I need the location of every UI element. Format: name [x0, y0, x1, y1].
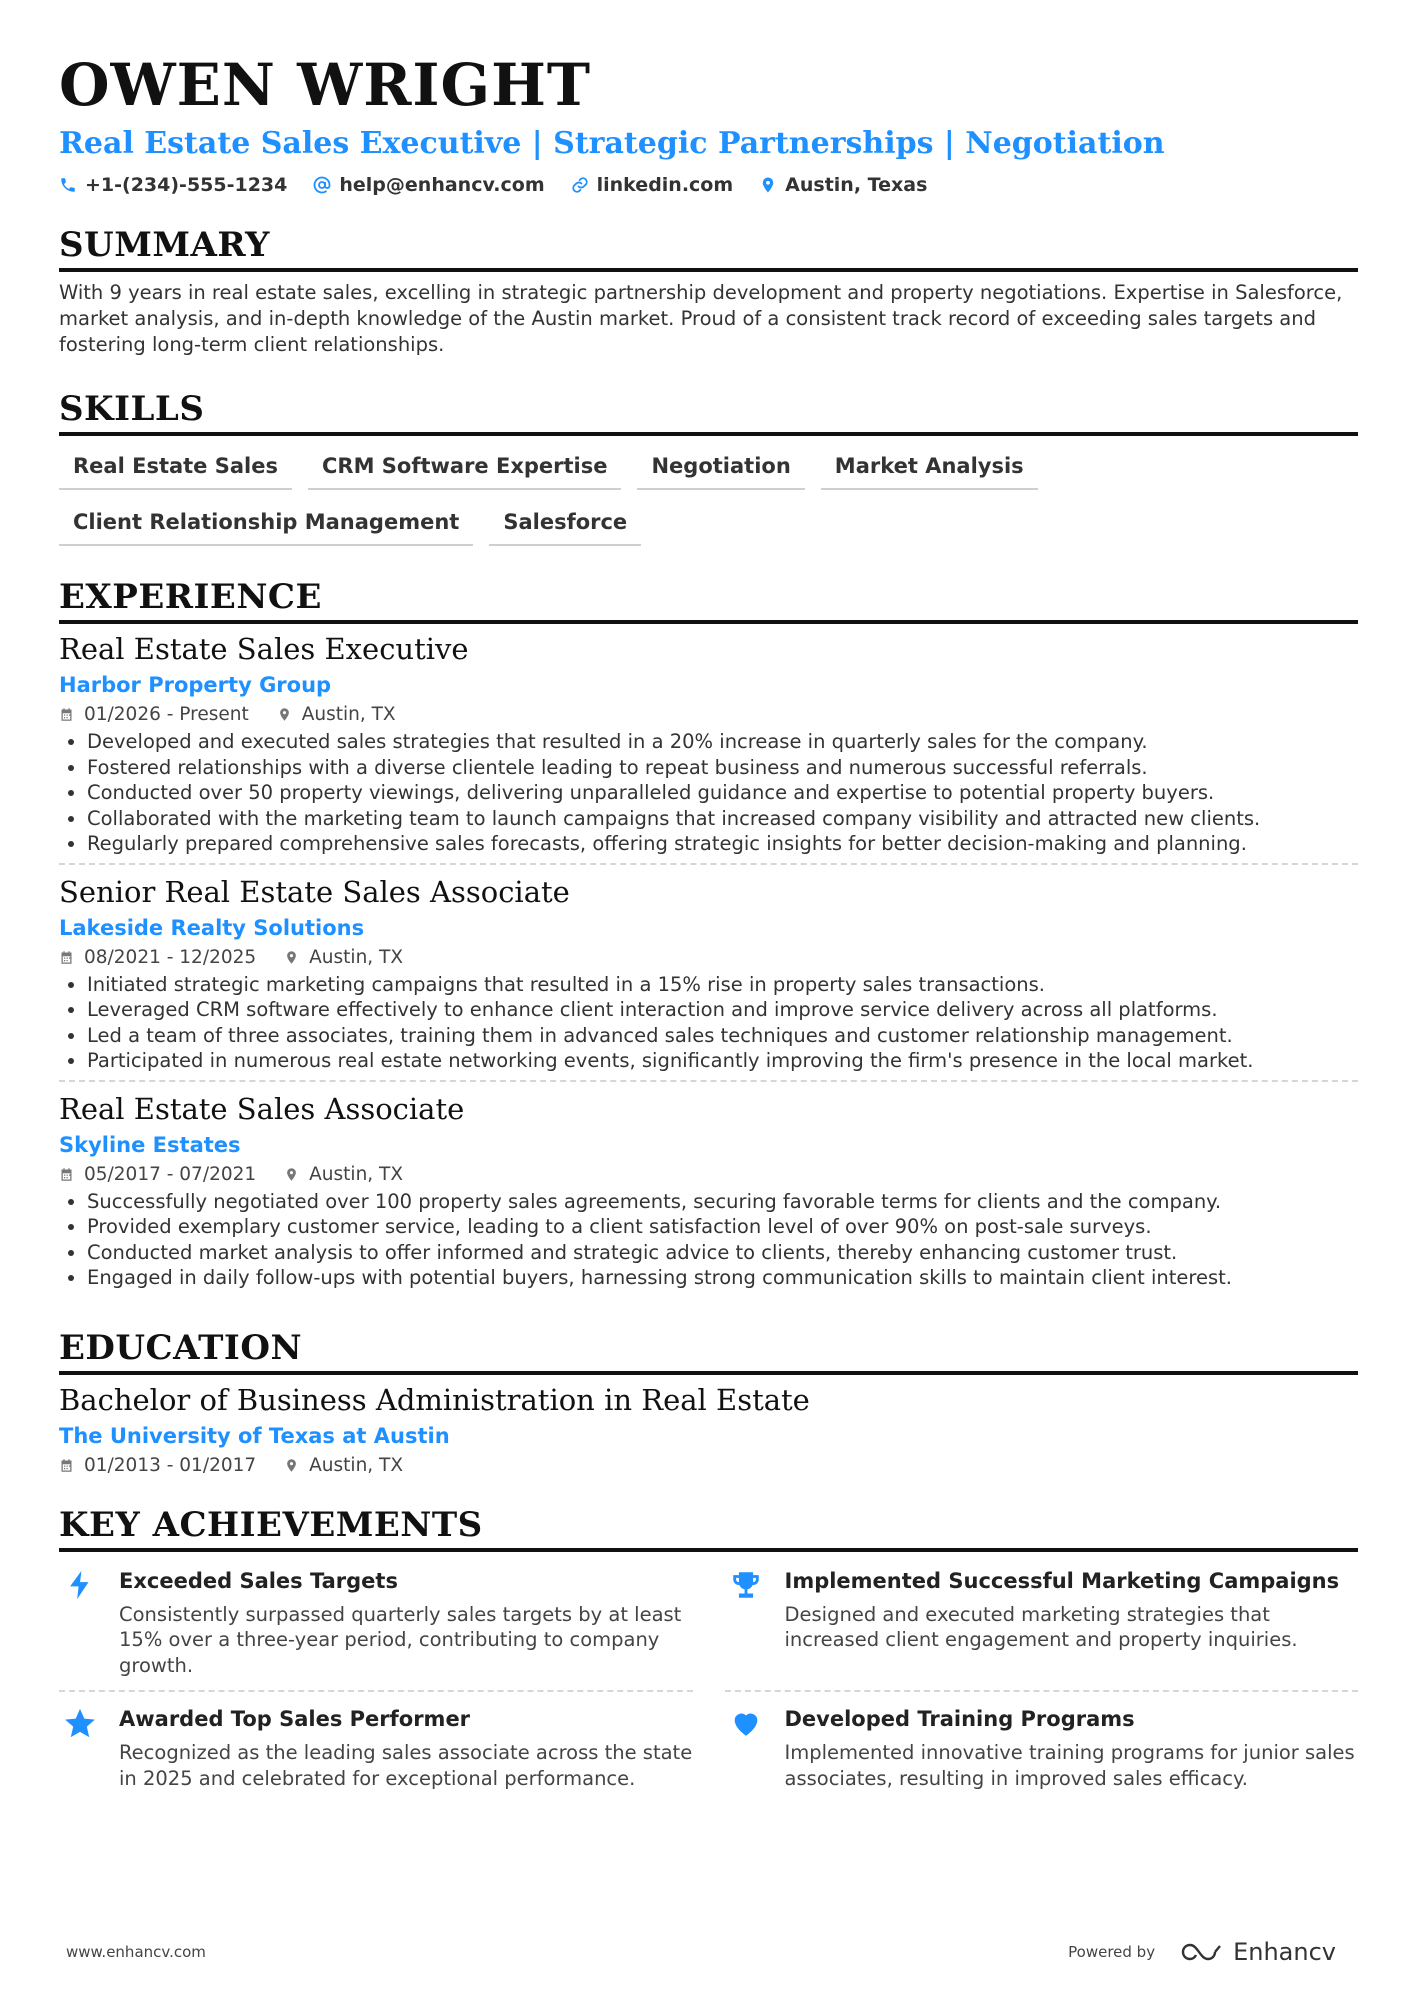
job-meta	[59, 704, 1358, 725]
summary-section	[59, 224, 1358, 358]
job-title: Senior Real Estate Sales Associate	[59, 874, 570, 909]
phone-icon	[59, 176, 77, 194]
skill-tag: CRM Software Expertise	[308, 450, 622, 490]
contact-location	[759, 174, 927, 196]
bullet-item: • Conducted market analysis to offer informed and strategic advice to clients, thereby enhancing customer trust.	[87, 1240, 1358, 1266]
powered-by	[1068, 1938, 1336, 1966]
achievement-title: Developed Training Programs	[784, 1707, 1135, 1731]
achievement-title: Implemented Successful Marketing Campaigns	[784, 1568, 1340, 1593]
bullet-item: • Successfully negotiated over 100 property sales agreements, securing favorable terms for clients and the company.	[87, 1189, 1358, 1215]
achievements-section	[59, 1504, 1358, 1804]
skill-tag: Salesforce	[489, 506, 641, 546]
skill-tag: Market Analysis	[821, 450, 1038, 490]
achievement-content	[785, 1566, 1359, 1679]
enhancv-logo-icon	[1179, 1940, 1225, 1964]
achievement-item	[59, 1690, 693, 1803]
bullet-item: • Fostered relationships with a diverse clientele leading to repeat business and numerous successful referrals.	[87, 755, 1358, 781]
company-name: Lakeside Realty Solutions	[59, 915, 365, 940]
job-entry	[59, 630, 1358, 863]
achievement-item	[59, 1564, 693, 1691]
bullet-item: • Leveraged CRM software effectively to enhance client interaction and improve service delivery across all platforms.	[87, 997, 1358, 1023]
job-bullets	[59, 1189, 1358, 1291]
bullet-item: • Regularly prepared comprehensive sales forecasts, offering strategic insights for better decision-making and planning.	[87, 831, 1358, 857]
achievement-icon-wrap	[59, 1566, 101, 1679]
contact-phone[interactable]	[59, 174, 287, 196]
calendar-icon	[59, 950, 74, 965]
trophy-icon	[729, 1568, 763, 1602]
achievement-item	[725, 1690, 1359, 1803]
skill-tag: Negotiation	[637, 450, 804, 490]
achievement-desc: Recognized as the leading sales associate across the state in 2025 and celebrated for exceptional performance.	[119, 1741, 693, 1790]
job-bullets	[59, 972, 1358, 1074]
linkedin-text: linkedin.com	[596, 174, 734, 196]
bullet-item: • Participated in numerous real estate networking events, significantly improving the firm's presence in the local market.	[87, 1048, 1358, 1074]
map-pin-icon	[284, 1458, 299, 1473]
experience-section	[59, 576, 1358, 1297]
education-location	[284, 1455, 403, 1476]
job-location-text: Austin, TX	[301, 704, 396, 725]
headline: Real Estate Sales Executive | Strategic Partnerships | Negotiation	[59, 126, 1165, 161]
degree-title: Bachelor of Business Administration in Real Estate	[59, 1382, 810, 1417]
powered-by-label: Powered by	[1068, 1943, 1156, 1961]
section-title-summary: SUMMARY	[59, 224, 1358, 272]
calendar-icon	[59, 1167, 74, 1182]
achievements-grid	[59, 1564, 1358, 1804]
link-icon	[571, 176, 589, 194]
map-pin-icon	[277, 707, 292, 722]
skills-section	[59, 388, 1358, 546]
job-location-text: Austin, TX	[309, 946, 404, 968]
company-name: Harbor Property Group	[59, 673, 332, 697]
resume-page	[59, 50, 1358, 1803]
email-text: help@enhancv.com	[339, 174, 545, 196]
job-location	[277, 704, 396, 725]
achievement-icon-wrap	[725, 1704, 767, 1791]
job-dates	[59, 704, 249, 725]
skill-tag: Real Estate Sales	[59, 450, 292, 490]
map-pin-icon	[759, 176, 777, 194]
job-meta	[59, 947, 1358, 968]
footer	[66, 1938, 1336, 1966]
job-title: Real Estate Sales Associate	[59, 1091, 465, 1126]
section-title-skills: SKILLS	[59, 388, 1358, 436]
map-pin-icon	[284, 1167, 299, 1182]
achievement-content	[785, 1704, 1359, 1791]
star-icon	[63, 1706, 97, 1740]
skill-tag: Client Relationship Management	[59, 506, 473, 546]
job-dates	[59, 1164, 256, 1185]
achievement-title: Exceeded Sales Targets	[119, 1568, 398, 1593]
bullet-item: • Provided exemplary customer service, leading to a client satisfaction level of over 90% on post-sale surveys.	[87, 1214, 1358, 1240]
achievement-desc: Designed and executed marketing strategies that increased client engagement and property inquiries.	[784, 1602, 1298, 1651]
phone-text: +1-(234)-555-1234	[85, 174, 288, 196]
brand-logo[interactable]	[1179, 1938, 1336, 1966]
bullet-item: • Initiated strategic marketing campaigns that resulted in a 15% rise in property sales transactions.	[87, 972, 1358, 998]
achievement-title: Awarded Top Sales Performer	[119, 1707, 471, 1731]
job-entry	[59, 1080, 1358, 1297]
section-title-achievements: KEY ACHIEVEMENTS	[59, 1504, 1358, 1552]
achievement-desc: Consistently surpassed quarterly sales targets by at least 15% over a three-year period, contributing to company growth.	[119, 1602, 682, 1677]
section-title-experience: EXPERIENCE	[59, 576, 1358, 624]
bullet-item: • Conducted over 50 property viewings, delivering unparalleled guidance and expertise to potential property buyers.	[87, 780, 1358, 806]
contact-email[interactable]	[313, 174, 544, 196]
bullet-item: • Led a team of three associates, training them in advanced sales techniques and customer relationship management.	[87, 1023, 1358, 1049]
lightning-bolt-icon	[63, 1568, 97, 1602]
calendar-icon	[59, 707, 74, 722]
company-name: Skyline Estates	[59, 1132, 241, 1157]
achievement-item	[725, 1564, 1359, 1691]
education-dates-text: 01/2013 - 01/2017	[84, 1454, 257, 1476]
job-entry	[59, 863, 1358, 1080]
summary-text: With 9 years in real estate sales, excelling in strategic partnership development and property negotiations. Expertise in Salesforce, market analysis, and in-depth knowledge of the Austin market. Proud of a consistent track record of exceeding sales targets and fostering long-term client relationships.	[59, 281, 1343, 356]
brand-name: Enhancv	[1233, 1938, 1336, 1966]
contact-linkedin[interactable]	[571, 174, 734, 196]
calendar-icon	[59, 1458, 74, 1473]
bullet-item: • Collaborated with the marketing team to launch campaigns that increased company visibility and attracted new clients.	[87, 806, 1358, 832]
contact-bar	[59, 174, 1358, 196]
achievement-desc: Implemented innovative training programs for junior sales associates, resulting in improved sales efficacy.	[784, 1741, 1355, 1790]
footer-website[interactable]: www.enhancv.com	[66, 1943, 206, 1961]
skills-list	[59, 450, 1059, 546]
job-location-text: Austin, TX	[309, 1163, 404, 1185]
achievement-icon-wrap	[725, 1566, 767, 1679]
bullet-item: • Developed and executed sales strategies that resulted in a 20% increase in quarterly sales for the company.	[87, 729, 1358, 755]
achievement-content	[119, 1704, 693, 1791]
heart-icon	[729, 1706, 763, 1740]
job-bullets	[59, 729, 1358, 857]
achievement-content	[119, 1566, 693, 1679]
location-text: Austin, Texas	[785, 174, 928, 196]
job-dates-text: 08/2021 - 12/2025	[84, 946, 257, 968]
achievement-icon-wrap	[59, 1704, 101, 1791]
job-meta	[59, 1164, 1358, 1185]
education-dates	[59, 1455, 256, 1476]
job-dates-text: 01/2026 - Present	[84, 704, 249, 725]
education-entry	[59, 1381, 1358, 1482]
candidate-name: OWEN WRIGHT	[59, 51, 592, 119]
education-location-text: Austin, TX	[309, 1454, 404, 1476]
job-dates	[59, 947, 256, 968]
bullet-item: • Engaged in daily follow-ups with potential buyers, harnessing strong communication skills to maintain client interest.	[87, 1265, 1358, 1291]
school-name: The University of Texas at Austin	[59, 1423, 450, 1448]
at-sign-icon	[313, 176, 331, 194]
job-location	[284, 1164, 403, 1185]
job-dates-text: 05/2017 - 07/2021	[84, 1163, 257, 1185]
education-meta	[59, 1455, 1358, 1476]
education-section	[59, 1327, 1358, 1482]
map-pin-icon	[284, 950, 299, 965]
job-title: Real Estate Sales Executive	[59, 632, 469, 666]
section-title-education: EDUCATION	[59, 1327, 1358, 1375]
job-location	[284, 947, 403, 968]
